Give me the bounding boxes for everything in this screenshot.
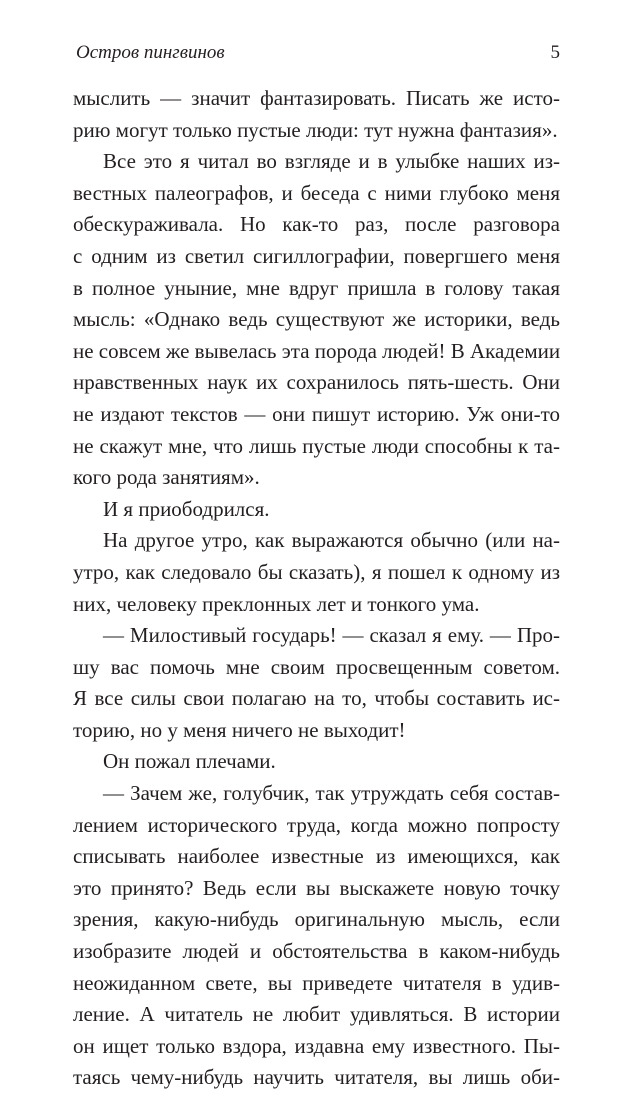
text-line: На другое утро, как выражаются обычно (или на- xyxy=(103,528,560,553)
text-line: торию, но у меня ничего не выходит! xyxy=(73,717,406,742)
text-line: списывать наиболее известные из имеющихся, как xyxy=(73,844,560,869)
text-line: ление. А читатель не любит удивляться. В истории xyxy=(73,1002,560,1027)
running-title: Остров пингвинов xyxy=(76,42,225,63)
text-line: шу вас помочь мне своим просвещенным советом. xyxy=(73,654,560,679)
text-line: вестных палеографов, и беседа с ними глубоко меня xyxy=(73,180,560,205)
page-header xyxy=(76,38,560,68)
text-line: с одним из светил сигиллографии, повергшего меня xyxy=(73,243,560,268)
text-line: Он пожал плечами. xyxy=(103,749,276,774)
text-line: Я все силы свои полагаю на то, чтобы составить ис- xyxy=(73,686,560,711)
text-line: Все это я читал во взгляде и в улыбке наших из- xyxy=(103,149,560,174)
page-number: 5 xyxy=(550,42,560,63)
text-line: них, человеку преклонных лет и тонкого ума. xyxy=(73,591,480,616)
text-line: неожиданном свете, вы приведете читателя в удив- xyxy=(73,970,560,995)
text-line: рию могут только пустые люди: тут нужна фантазия». xyxy=(73,117,558,142)
text-line: мыслить — значит фантазировать. Писать же исто- xyxy=(73,86,560,110)
text-line: изобразите людей и обстоятельства в каком-нибудь xyxy=(73,939,560,964)
text-line: кого рода занятиям». xyxy=(73,465,260,490)
text-line: лением исторического труда, когда можно попросту xyxy=(73,812,560,837)
text-line: таясь чему-нибудь научить читателя, вы лишь оби- xyxy=(73,1065,560,1090)
text-line: — Зачем же, голубчик, так утруждать себя состав- xyxy=(103,781,560,806)
text-line: И я приободрился. xyxy=(103,496,270,521)
text-line: не совсем же вывелась эта порода людей! В Академии xyxy=(73,338,561,363)
text-line: в полное уныние, мне вдруг пришла в голову такая xyxy=(73,275,560,300)
text-line: не издают текстов — они пишут историю. Уж они-то xyxy=(73,401,560,426)
text-line: утро, как следовало бы сказать), я пошел к одному из xyxy=(73,559,560,584)
text-line: он ищет только вздора, издавна ему известного. Пы- xyxy=(73,1033,560,1058)
text-line: обескураживала. Но как-то раз, после разговора xyxy=(73,212,560,237)
text-line: зрения, какую-нибудь оригинальную мысль, если xyxy=(73,907,560,932)
text-line: — Милостивый государь! — сказал я ему. — Про- xyxy=(103,623,560,648)
text-line: не скажут мне, что лишь пустые люди способны к та- xyxy=(73,433,560,458)
body-text xyxy=(73,83,560,1094)
text-line: это принято? Ведь если вы выскажете новую точку xyxy=(73,875,560,900)
text-line: нравственных наук их сохранилось пять-шесть. Они xyxy=(73,370,560,395)
text-line: мысль: «Однако ведь существуют же историки, ведь xyxy=(73,307,560,332)
